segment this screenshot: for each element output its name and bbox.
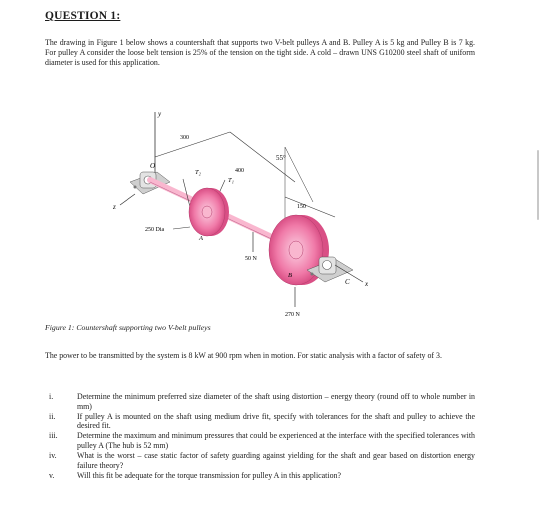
point-c-label: C <box>345 278 350 286</box>
angle-label: 55° <box>276 154 286 162</box>
figure-caption: Figure 1: Countershaft supporting two V-belt pulleys <box>45 323 211 332</box>
x-axis-label: x <box>365 280 369 288</box>
list-item <box>45 431 475 450</box>
z-axis-label: z <box>113 203 116 211</box>
list-item <box>45 471 475 481</box>
dim-150-label: 150 <box>297 204 306 210</box>
tension-t2-label: T₂ <box>195 169 201 176</box>
scrollbar-thumb[interactable] <box>537 150 539 220</box>
item-number: iv. <box>49 451 57 461</box>
item-text: What is the worst – case static factor of safety guarding against yielding for the shaft and gear based on distortion energy failure theory? <box>77 451 475 470</box>
angle-belt-line <box>285 147 313 202</box>
list-item <box>45 412 475 431</box>
list-item <box>45 451 475 470</box>
dim-150-line <box>285 197 335 217</box>
pulley-a-label: A <box>199 235 203 242</box>
intro-paragraph: The drawing in Figure 1 below shows a countershaft that supports two V-belt pulleys A and B. Pulley A is 5 kg and Pulley B is 7 kg. For pulley A consider the loose belt tension is 25% of the tension on the tight side. A cold – drawn UNS G10200 steel shaft of uniform diameter is used for this application. <box>45 38 475 68</box>
load-50-label: 50 N <box>245 256 257 262</box>
dim-400-label: 400 <box>235 168 244 174</box>
item-text: Determine the minimum preferred size diameter of the shaft using distortion – energy theory (round off to whole number in mm) <box>77 392 475 411</box>
dim-300-line <box>155 132 230 157</box>
item-text: Determine the maximum and minimum pressures that could be experienced at the interface with the specified tolerances with pulley A (The hub is 52 mm) <box>77 431 475 450</box>
item-number: ii. <box>49 411 56 421</box>
tension-t1-label: T₁ <box>228 177 234 184</box>
power-paragraph: The power to be transmitted by the system is 8 kW at 900 rpm when in motion. For static analysis with a factor of safety of 3. <box>45 351 442 360</box>
pulley-a <box>189 188 229 236</box>
item-text: Will this fit be adequate for the torque transmission for pulley A in this application? <box>77 470 341 480</box>
item-number: i. <box>49 392 54 401</box>
load-270-label: 270 N <box>285 312 300 318</box>
z-axis-line <box>120 194 135 205</box>
y-axis-label: y <box>158 110 162 118</box>
diameter-label: 250 Dia <box>145 227 165 233</box>
question-list <box>45 392 475 481</box>
item-number: iii. <box>49 431 58 441</box>
question-heading: QUESTION 1: <box>45 10 121 22</box>
item-text: If pulley A is mounted on the shaft using medium drive fit, specify with tolerances for the shaft and pulley to achieve the desired fit. <box>77 411 475 431</box>
item-number: v. <box>49 470 55 480</box>
diameter-leader <box>173 227 190 229</box>
list-item <box>45 392 475 411</box>
dim-300-label: 300 <box>180 135 189 141</box>
point-o-label: O <box>150 162 156 170</box>
countershaft-figure <box>95 102 395 332</box>
pulley-b-label: B <box>288 272 292 279</box>
scrollbar[interactable] <box>536 0 540 526</box>
